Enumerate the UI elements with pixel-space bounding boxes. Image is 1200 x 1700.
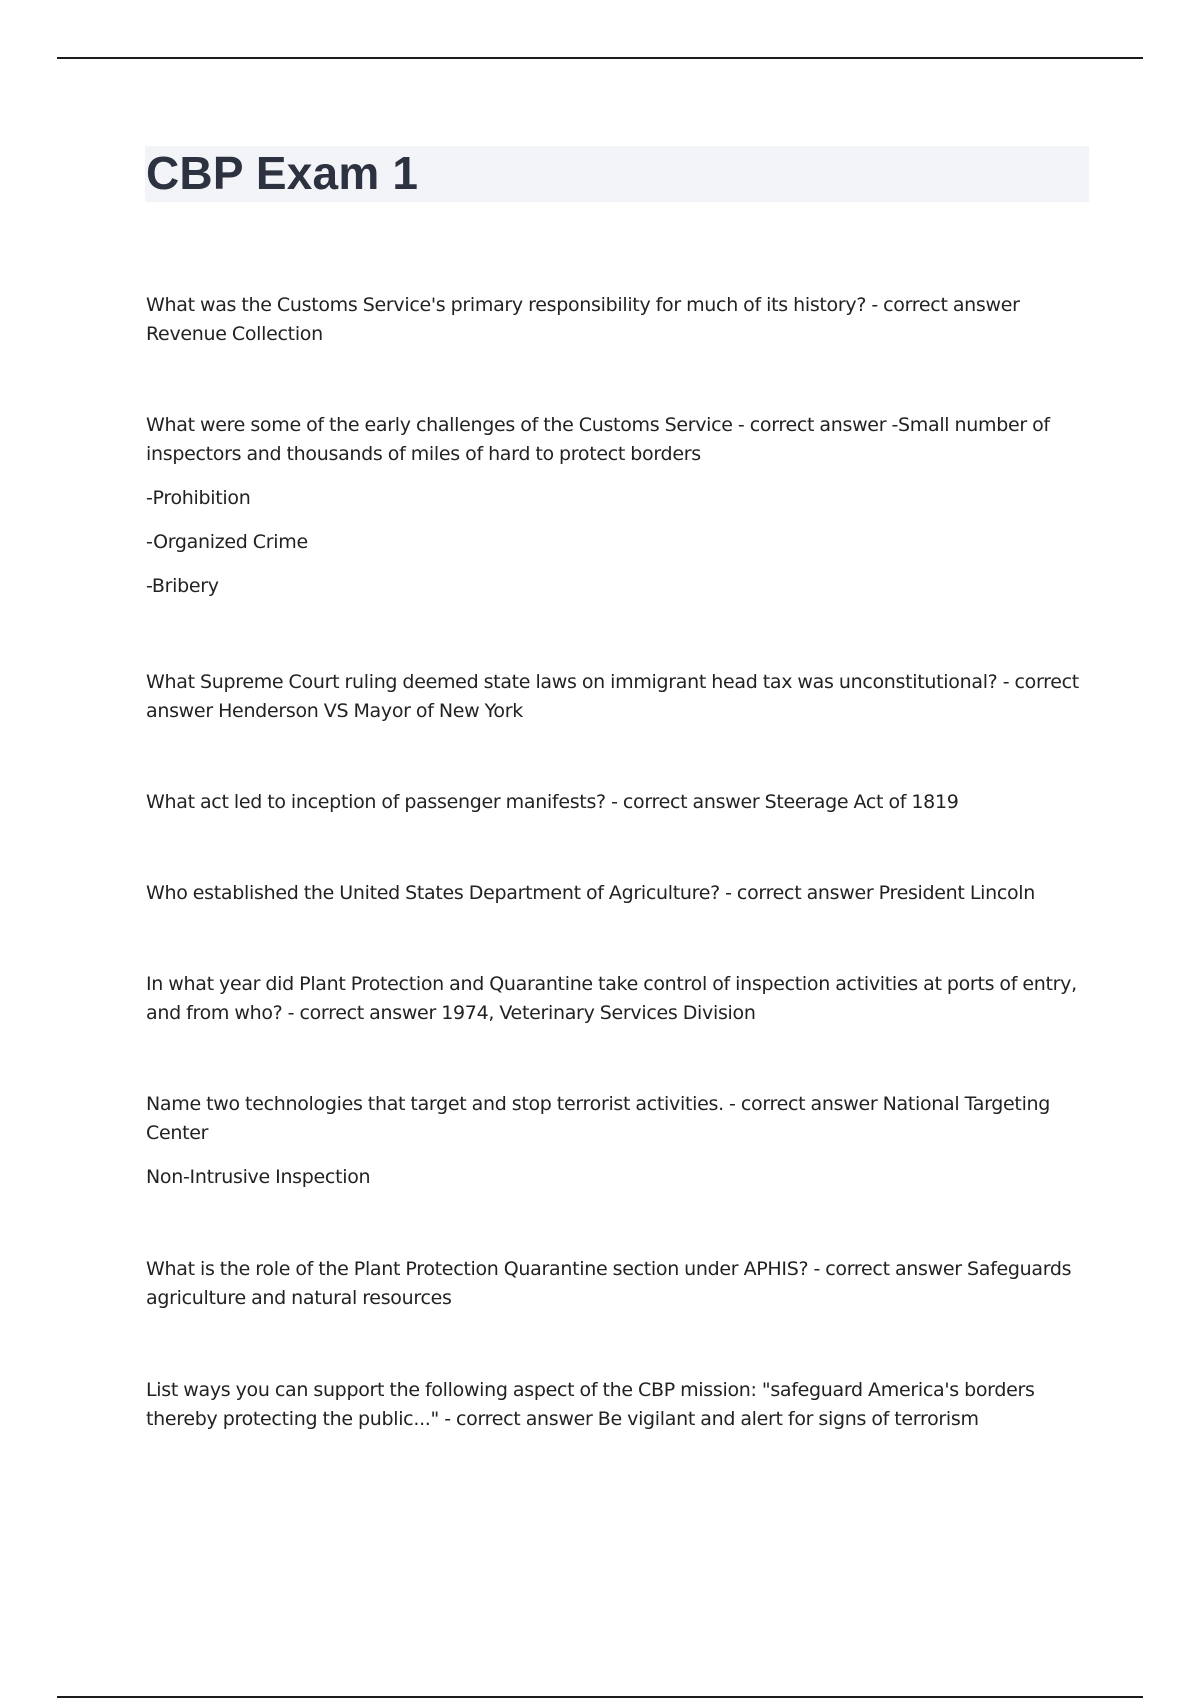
qa-item	[146, 970, 1091, 1028]
qa-item	[146, 1255, 1091, 1313]
qa-text: What Supreme Court ruling deemed state laws on immigrant head tax was unconstitutional? - correct answer Henderson VS Mayor of New York	[146, 671, 1079, 722]
qa-answer-line: Non-Intrusive Inspection	[146, 1166, 371, 1188]
top-rule	[57, 57, 1143, 59]
qa-text: List ways you can support the following aspect of the CBP mission: "safeguard America's borders thereby protecting the public..." - correct answer Be vigilant and alert for signs of terrorism	[146, 1379, 1035, 1430]
qa-item	[146, 879, 1091, 908]
qa-item	[146, 788, 1091, 817]
qa-answer-line: -Organized Crime	[146, 531, 308, 553]
qa-text: Name two technologies that target and stop terrorist activities. - correct answer National Targeting Center	[146, 1093, 1051, 1144]
qa-item	[146, 1376, 1091, 1434]
qa-text: What was the Customs Service's primary responsibility for much of its history? - correct answer Revenue Collection	[146, 294, 1020, 345]
qa-answer-line: -Bribery	[146, 575, 219, 597]
bottom-rule	[57, 1696, 1143, 1698]
qa-item	[146, 291, 1091, 349]
qa-text: Who established the United States Department of Agriculture? - correct answer President Lincoln	[146, 882, 1036, 904]
page-title: CBP Exam 1	[146, 147, 419, 199]
qa-item	[146, 1090, 1091, 1192]
qa-item	[146, 411, 1091, 601]
qa-answer-line: -Prohibition	[146, 487, 251, 509]
qa-item	[146, 668, 1091, 726]
qa-text: In what year did Plant Protection and Quarantine take control of inspection activities at ports of entry, and from who? - correct answer 1974, Veterinary Services Division	[146, 973, 1077, 1024]
qa-text: What is the role of the Plant Protection Quarantine section under APHIS? - correct answer Safeguards agriculture and natural resources	[146, 1258, 1072, 1309]
qa-text: What were some of the early challenges of the Customs Service - correct answer -Small number of inspectors and thousands of miles of hard to protect borders	[146, 414, 1050, 465]
qa-text: What act led to inception of passenger manifests? - correct answer Steerage Act of 1819	[146, 791, 959, 813]
